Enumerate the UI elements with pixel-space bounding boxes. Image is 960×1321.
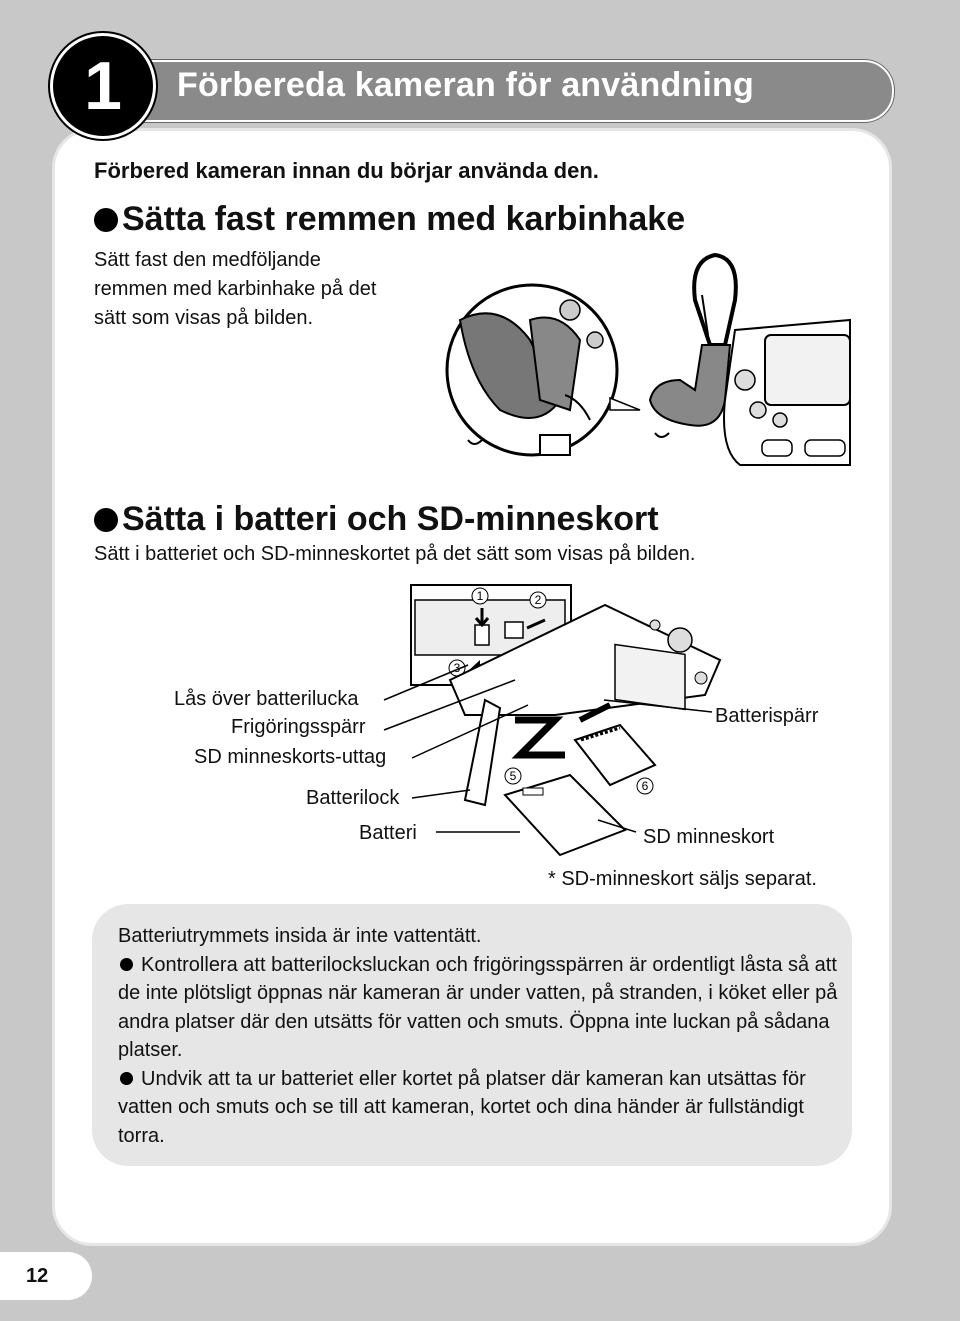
strap-line-1: Sätt fast den medföljande	[94, 249, 321, 271]
intro-text: Förbered kameran innan du börjar använda den.	[94, 158, 599, 183]
label-sd-card: SD minneskort	[643, 826, 775, 848]
warning-note-text	[118, 922, 838, 1150]
label-battery-lock: Batterilock	[306, 787, 400, 809]
label-battery-latch: Batterispärr	[715, 705, 819, 727]
chapter-number-badge: 1	[53, 36, 153, 136]
strap-line-2: remmen med karbinhake på det	[94, 278, 377, 300]
chapter-title: Förbereda kameran för användning	[177, 66, 754, 104]
label-lock-over-door: Lås över batterilucka	[174, 688, 359, 710]
battery-instructions: Sätt i batteriet och SD-minneskortet på det sätt som visas på bilden.	[94, 543, 696, 565]
bullet-icon	[120, 958, 133, 971]
label-sd-slot: SD minneskorts-uttag	[194, 746, 387, 768]
note-bullet-1: Kontrollera att batterilocksluckan och frigöringsspärren är ordentligt låsta så att de inte plötsligt öppnas när kameran är under vatten, på stranden, i köket eller på andra platser där den utsätts för vatten och smuts. Öppna inte luckan på sådana platser.	[118, 953, 838, 1061]
label-battery: Batteri	[359, 822, 417, 844]
strap-line-3: sätt som visas på bilden.	[94, 307, 313, 329]
note-heading: Batteriutrymmets insida är inte vattentätt.	[118, 925, 482, 947]
footnote-sd-sold-separately: * SD-minneskort säljs separat.	[548, 868, 817, 890]
page-number: 12	[0, 1252, 92, 1300]
bullet-icon	[120, 1072, 133, 1085]
battery-heading-text: Sätta i batteri och SD-minneskort	[122, 500, 659, 538]
step-number-1: 1	[476, 589, 484, 603]
step-number-6: 6	[641, 779, 649, 793]
label-release-lock: Frigöringsspärr	[231, 716, 366, 738]
step-number-3: 3	[453, 661, 461, 675]
step-number-2: 2	[534, 593, 542, 607]
step-number-5: 5	[509, 769, 517, 783]
note-bullet-2: Undvik att ta ur batteriet eller kortet på platser där kameran kan utsättas för vatten och smuts och se till att kameran, kortet och dina händer är fullständigt torra.	[118, 1067, 806, 1147]
strap-heading-text: Sätta fast remmen med karbinhake	[122, 200, 686, 238]
